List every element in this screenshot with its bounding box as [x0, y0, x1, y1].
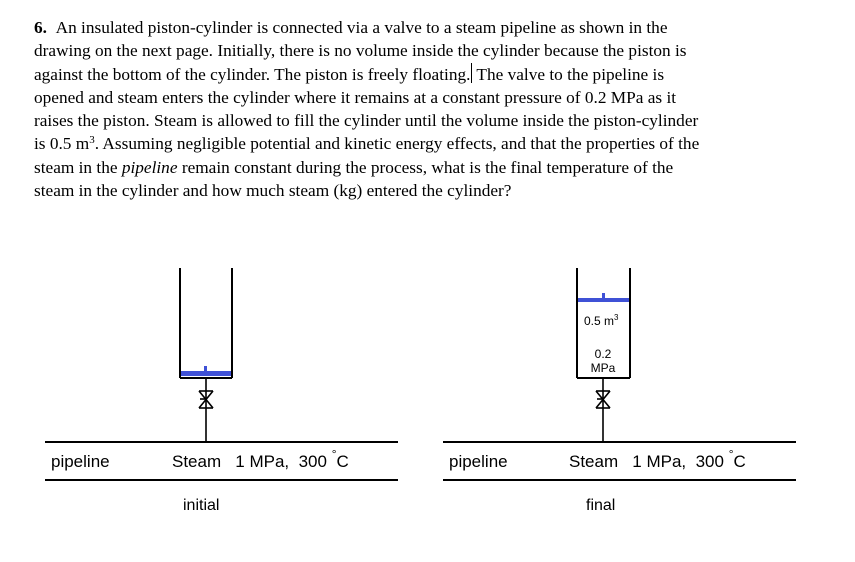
problem-text-line-7-post: remain constant during the process, what is the final temperature of the [177, 157, 674, 177]
initial-caption: initial [183, 497, 220, 514]
final-piston [578, 293, 629, 302]
final-valve [596, 378, 610, 442]
final-pressure-value: 0.2 [594, 347, 612, 361]
initial-piston-rod [204, 366, 207, 372]
initial-diagram [45, 268, 398, 514]
initial-cylinder [180, 268, 232, 378]
problem-text-line-7-pre: steam in the [34, 157, 122, 177]
final-pressure-unit: MPa [590, 361, 616, 375]
final-temp-unit: C [733, 452, 746, 471]
problem-text-line-6-post: . Assuming negligible potential and kinetic energy effects, and that the properties of the [94, 134, 700, 154]
final-steam-conditions: Steam 1 MPa, 300 [569, 452, 729, 471]
volume-exponent: 3 [89, 134, 95, 147]
final-steam-label [569, 447, 746, 471]
problem-text-line-4: opened and steam enters the cylinder where it remains at a constant pressure of 0.2 MPa as it [34, 87, 677, 107]
final-volume-value: 0.5 m [584, 314, 615, 328]
final-degree-symbol: ° [728, 447, 734, 461]
initial-temp-unit: C [336, 452, 349, 471]
final-diagram [443, 268, 796, 514]
final-piston-rod [602, 293, 605, 299]
final-pipeline-label: pipeline [449, 452, 508, 471]
problem-text-line-3-rest: The valve to the pipeline is [472, 64, 665, 84]
problem-text-line-1: An insulated piston-cylinder is connected via a valve to a steam pipeline as shown in the [55, 18, 668, 37]
final-volume-exponent: 3 [614, 313, 619, 322]
problem-text-line-8: steam in the cylinder and how much steam (kg) entered the cylinder? [34, 181, 512, 201]
problem-number: 6. [34, 18, 47, 37]
initial-piston [181, 366, 231, 376]
initial-steam-label [172, 447, 349, 471]
problem-text-line-6-pre: is 0.5 m [34, 134, 90, 154]
problem-text-line-3: against the bottom of the cylinder. The piston is freely floating. [34, 64, 471, 84]
problem-text-line-2: drawing on the next page. Initially, there is no volume inside the cylinder because the piston is [34, 41, 687, 61]
initial-pipeline-label: pipeline [51, 452, 110, 471]
initial-steam-conditions: Steam 1 MPa, 300 [172, 452, 332, 471]
problem-text-line-5: raises the piston. Steam is allowed to fill the cylinder until the volume inside the piston-cylinder [34, 111, 699, 131]
initial-degree-symbol: ° [331, 447, 337, 461]
final-caption: final [586, 497, 616, 514]
initial-valve [199, 378, 213, 442]
pipeline-emphasis: pipeline [121, 157, 178, 177]
final-volume-label [584, 313, 619, 328]
